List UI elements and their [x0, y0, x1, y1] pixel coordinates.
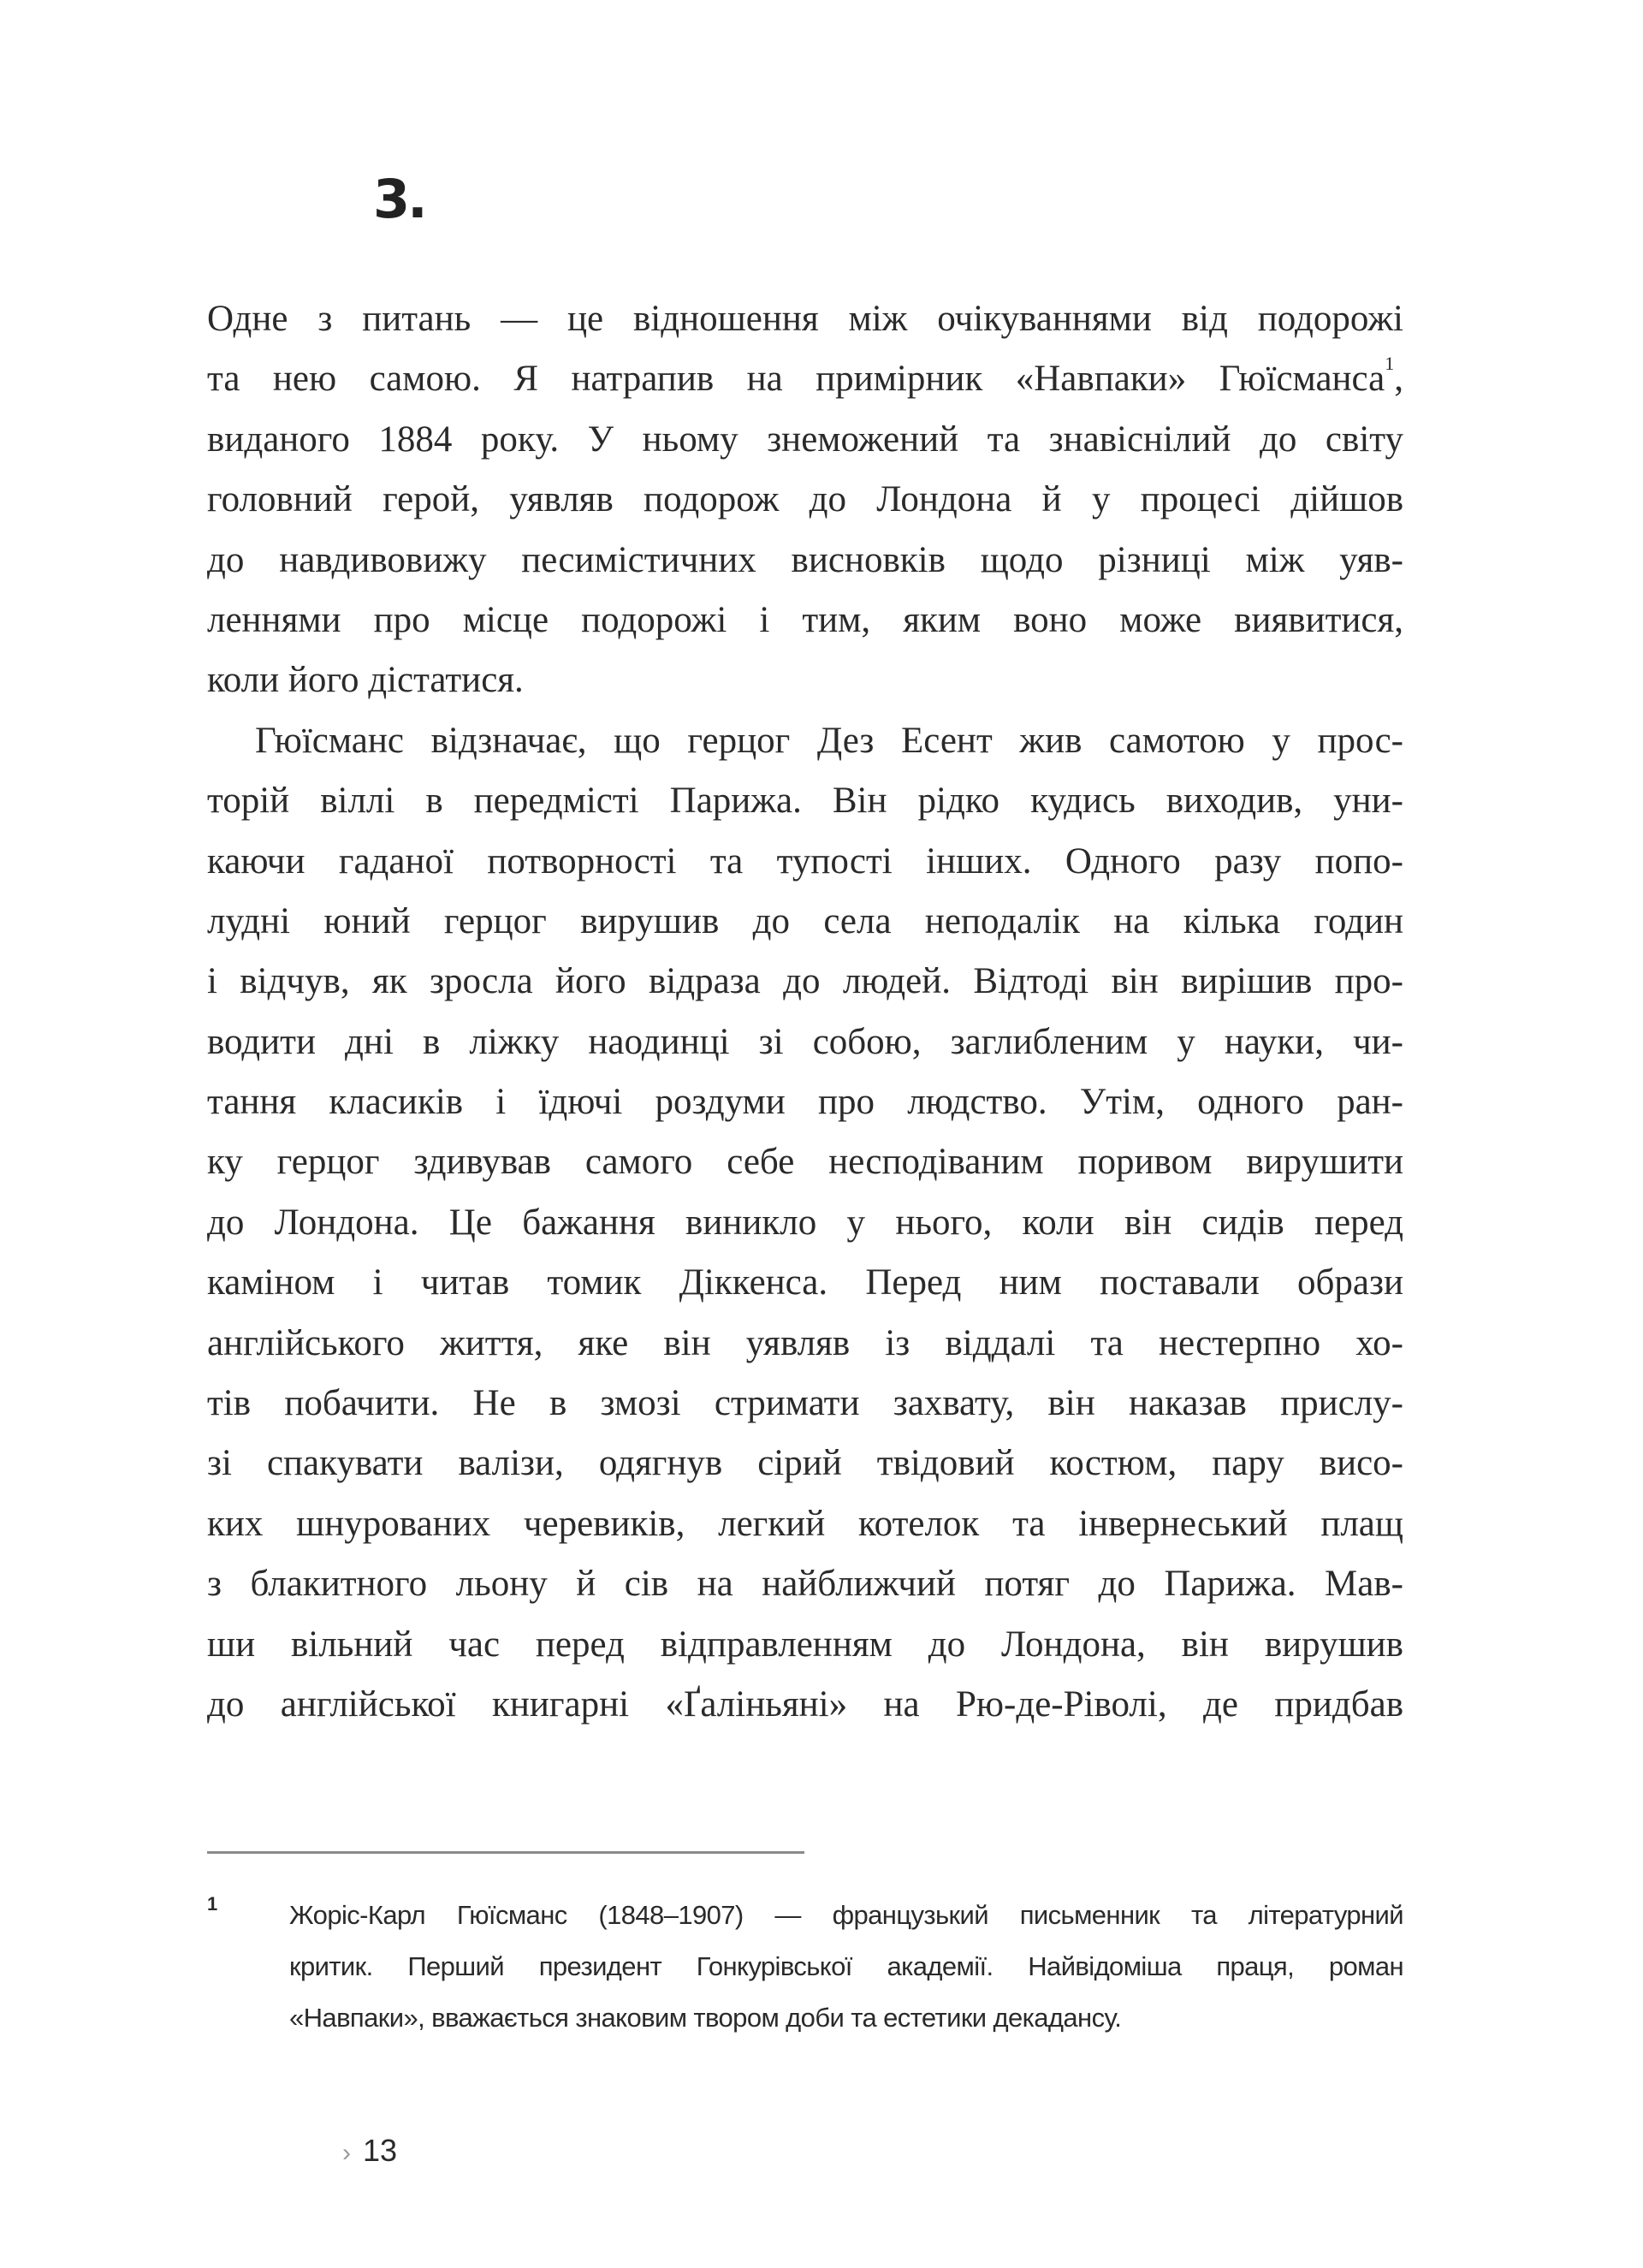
- footnote-reference[interactable]: 1: [1385, 353, 1395, 375]
- footnote-line: «Навпаки», вважається знаковим твором доби та естетики декадансу.: [289, 2003, 1122, 2033]
- text-line: зі спакувати валізи, одягнув сірий твідовий костюм, пару висо-: [207, 1443, 1403, 1484]
- text-line: до Лондона. Це бажання виникло у нього, коли він сидів перед: [207, 1202, 1403, 1243]
- text-line: ши вільний час перед відправленням до Лондона, він вирушив: [207, 1624, 1403, 1665]
- text-line: торій віллі в передмісті Парижа. Він рідко кудись виходив, уни-: [207, 781, 1403, 822]
- text-line: англійського життя, яке він уявляв із віддалі та нестерпно хо-: [207, 1322, 1403, 1363]
- body-text: [207, 289, 1403, 1735]
- text-line: Одне з питань — це відношення між очікуваннями від подорожі: [207, 299, 1403, 339]
- footnote-text: [289, 1890, 1403, 2044]
- chapter-heading: 3.: [373, 168, 425, 230]
- footnote-line: критик. Перший президент Гонкурівської академії. Найвідоміша праця, роман: [289, 1951, 1403, 1981]
- text-line: леннями про місце подорожі і тим, яким воно може виявитися,: [207, 599, 1403, 640]
- text-line: ку герцог здивував самого себе несподіваним поривом вирушити: [207, 1142, 1403, 1183]
- footnote-divider: [207, 1851, 804, 1854]
- text-line: з блакитного льону й сів на найближчий потяг до Парижа. Мав-: [207, 1564, 1403, 1605]
- footnote-line: Жоріс-Карл Гюїсманс (1848–1907) — французький письменник та літературний: [289, 1900, 1403, 1930]
- page-number: [342, 2133, 397, 2169]
- text-line: до англійської книгарні «Ґаліньяні» на Рю-де-Ріволі, де придбав: [207, 1683, 1403, 1725]
- text-line: каючи гаданої потворності та тупості інших. Одного разу попо-: [207, 840, 1403, 882]
- text-line-with-footnote: та нею самою. Я натрапив на примірник «Навпаки» Гюїсманса$^1$,: [207, 353, 1403, 400]
- text-line: головний герой, уявляв подорож до Лондона й у процесі дійшов: [207, 479, 1403, 520]
- text-line: Гюїсманс відзначає, що герцог Дез Есент жив самотою у прос-: [255, 720, 1403, 761]
- text-line: до навдивовижу песимістичних висновків щодо різниці між уяв-: [207, 539, 1403, 580]
- text-line: водити дні в ліжку наодинці зі собою, заглибленим у науки, чи-: [207, 1021, 1403, 1062]
- text-line: коли його дістатися.: [207, 660, 524, 701]
- text-line: виданого 1884 року. У ньому знеможений та знавіснілий до світу: [207, 419, 1403, 460]
- text-line: ких шнурованих черевиків, легкий котелок та інвернеський плащ: [207, 1503, 1403, 1544]
- chevron-right-icon: ›: [342, 2139, 351, 2167]
- text-line: і відчув, як зросла його відраза до людей. Відтоді він вирішив про-: [207, 961, 1403, 1002]
- footnote-marker: 1: [207, 1893, 218, 1915]
- text-line: тів побачити. Не в змозі стримати захвату, він наказав прислу-: [207, 1383, 1403, 1424]
- text-line: лудні юний герцог вирушив до села неподалік на кілька годин: [207, 900, 1403, 941]
- text-line: каміном і читав томик Діккенса. Перед ним поставали образи: [207, 1262, 1403, 1303]
- page-number-value: 13: [363, 2133, 398, 2168]
- text-line: тання класиків і їдючі роздуми про людство. Утім, одного ран-: [207, 1082, 1403, 1123]
